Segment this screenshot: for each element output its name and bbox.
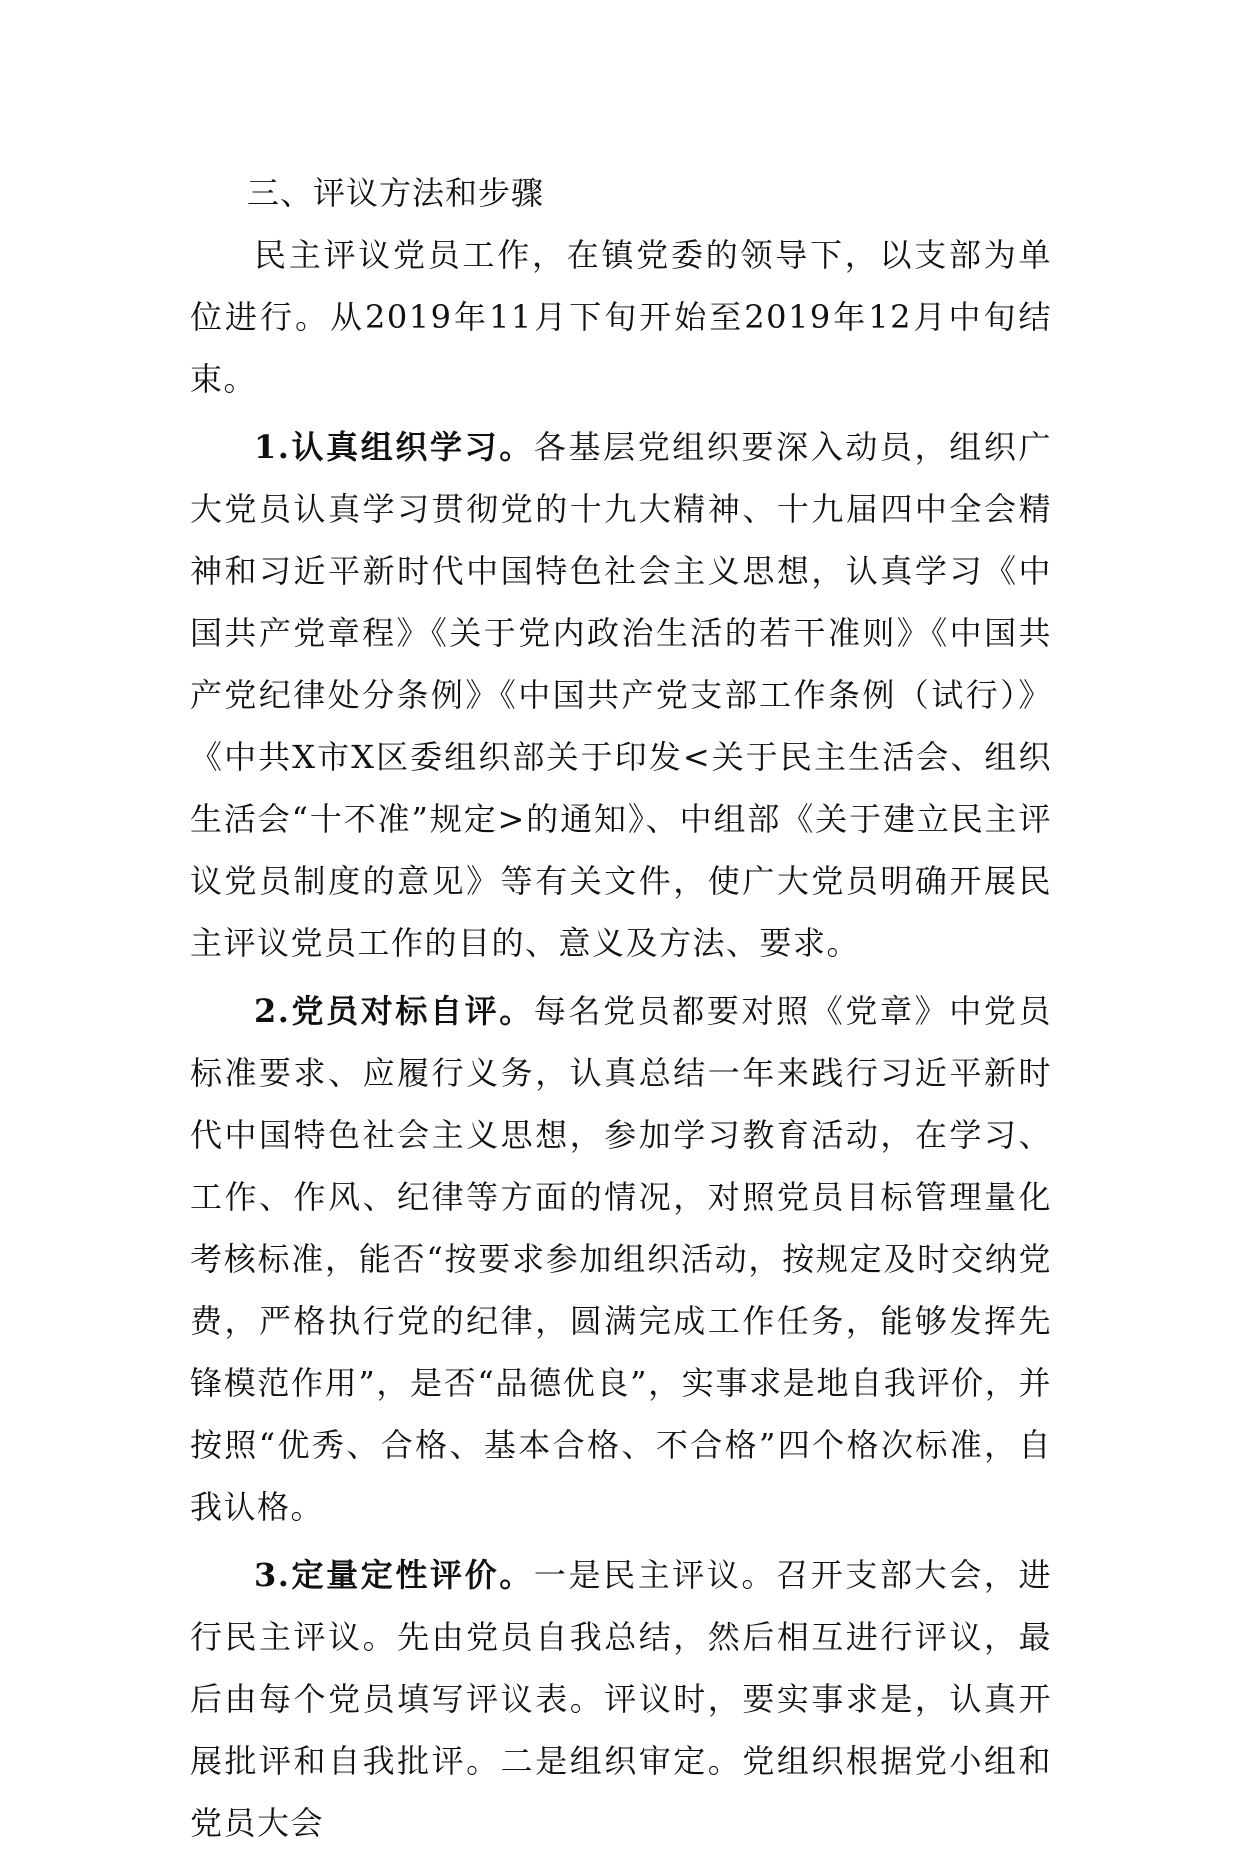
step-paragraph-3 [190,1544,1052,1854]
section-heading: 三、评议方法和步骤 [247,174,545,212]
step-body-1: 各基层党组织要深入动员，组织广大党员认真学习贯彻党的十九大精神、十九届四中全会精神和习近平新时代中国特色社会主义思想，认真学习《中国共产党章程》《关于党内政治生活的若干准则》《中国共产党纪律处分条例》《中国共产党支部工作条例（试行）》《中共X市X区委组织部关于印发<关于民主生活会、组织生活会“十不准”规定>的通知》、中组部《关于建立民主评议党员制度的意见》等有关文件，使广大党员明确开展民主评议党员工作的目的、意义及方法、要求。 [190,428,1052,962]
document-body [190,162,1052,1854]
step-paragraph-2 [190,980,1052,1538]
step-title-3: 3.定量定性评价。 [254,1556,534,1594]
step-paragraph-1 [190,416,1052,974]
step-body-3: 一是民主评议。召开支部大会，进行民主评议。先由党员自我总结，然后相互进行评议，最后由每个党员填写评议表。评议时，要实事求是，认真开展批评和自我批评。二是组织审定。党组织根据党小组和党员大会 [190,1556,1052,1842]
step-title-1: 1.认真组织学习。 [254,428,534,466]
intro-paragraph: 民主评议党员工作，在镇党委的领导下，以支部为单位进行。从2019年11月下旬开始至2019年12月中旬结束。 [190,236,1052,398]
step-title-2: 2.党员对标自评。 [254,992,534,1030]
step-body-2: 每名党员都要对照《党章》中党员标准要求、应履行义务，认真总结一年来践行习近平新时代中国特色社会主义思想，参加学习教育活动，在学习、工作、作风、纪律等方面的情况，对照党员目标管理量化考核标准，能否“按要求参加组织活动，按规定及时交纳党费，严格执行党的纪律，圆满完成工作任务，能够发挥先锋模范作用”，是否“品德优良”，实事求是地自我评价，并按照“优秀、合格、基本合格、不合格”四个格次标准，自我认格。 [190,992,1052,1526]
